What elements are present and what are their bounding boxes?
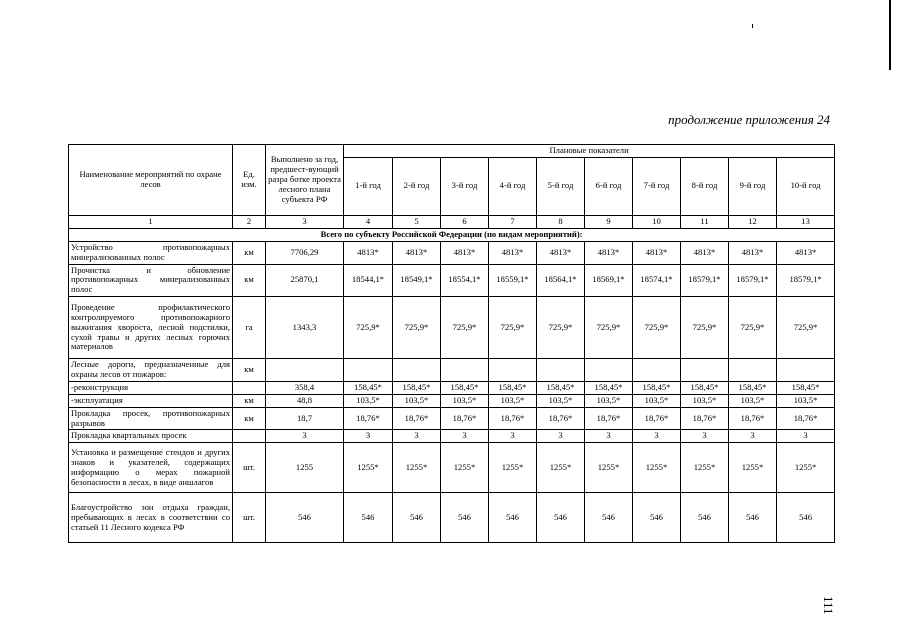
scan-edge-line xyxy=(889,0,891,70)
header-year: 6-й год xyxy=(585,157,633,215)
plan-value: 1255* xyxy=(585,443,633,493)
plan-value: 4813* xyxy=(729,241,777,264)
plan-value: 18,76* xyxy=(585,407,633,430)
measure-name: Проведение профилактического контролируемого противопожарного выжигания хвороста, лесной подстилки, сухой травы и других лесных горючих материалов xyxy=(69,297,233,359)
plan-value: 3 xyxy=(489,430,537,443)
plan-value: 1255* xyxy=(633,443,681,493)
plan-value: 725,9* xyxy=(489,297,537,359)
header-unit: Ед. изм. xyxy=(233,145,266,216)
plan-value: 158,45* xyxy=(393,381,441,394)
plan-value xyxy=(681,359,729,382)
plan-value: 546 xyxy=(489,493,537,543)
plan-value: 4813* xyxy=(777,241,835,264)
table-row xyxy=(69,407,835,430)
appendix-caption: продолжение приложения 24 xyxy=(668,112,830,127)
plan-value: 725,9* xyxy=(681,297,729,359)
plan-value: 4813* xyxy=(585,241,633,264)
plan-value: 103,5* xyxy=(441,394,489,407)
column-number: 4 xyxy=(344,215,393,228)
plan-value: 103,5* xyxy=(585,394,633,407)
plan-value: 725,9* xyxy=(441,297,489,359)
plan-value: 18,76* xyxy=(393,407,441,430)
plan-value xyxy=(537,359,585,382)
plan-value: 725,9* xyxy=(585,297,633,359)
measure-name: -реконструкция xyxy=(69,381,233,394)
scan-edge-tick xyxy=(752,24,753,28)
measure-name: Лесные дороги, предназначенные для охраны лесов от пожаров: xyxy=(69,359,233,382)
unit-cell: км xyxy=(233,394,266,407)
plan-value: 103,5* xyxy=(393,394,441,407)
plan-value: 18,76* xyxy=(777,407,835,430)
column-number: 11 xyxy=(681,215,729,228)
plan-value: 4813* xyxy=(681,241,729,264)
plan-value xyxy=(393,359,441,382)
plan-value: 103,5* xyxy=(681,394,729,407)
plan-value: 4813* xyxy=(489,241,537,264)
plan-value: 546 xyxy=(441,493,489,543)
header-year: 4-й год xyxy=(489,157,537,215)
unit-cell: км xyxy=(233,359,266,382)
column-number: 9 xyxy=(585,215,633,228)
plan-value: 18,76* xyxy=(537,407,585,430)
unit-cell xyxy=(233,430,266,443)
done-value: 1343,3 xyxy=(266,297,344,359)
measure-name: Прочистка и обновление противопожарных минерализованных полос xyxy=(69,264,233,297)
page-number: 111 xyxy=(821,596,836,615)
plan-value: 1255* xyxy=(681,443,729,493)
plan-value: 1255* xyxy=(729,443,777,493)
plan-value: 4813* xyxy=(393,241,441,264)
plan-value xyxy=(489,359,537,382)
plan-value: 3 xyxy=(585,430,633,443)
plan-value: 3 xyxy=(344,430,393,443)
measure-name: Прокладка квартальных просек xyxy=(69,430,233,443)
column-number: 10 xyxy=(633,215,681,228)
measure-name: Благоустройство зон отдыха граждан, пребывающих в лесах в соответствии со статьей 11 Лесного кодекса РФ xyxy=(69,493,233,543)
header-year: 10-й год xyxy=(777,157,835,215)
plan-value xyxy=(585,359,633,382)
done-value: 25870,1 xyxy=(266,264,344,297)
plan-value: 4813* xyxy=(537,241,585,264)
plan-value: 546 xyxy=(344,493,393,543)
plan-value: 158,45* xyxy=(537,381,585,394)
plan-value: 18,76* xyxy=(633,407,681,430)
unit-cell: км xyxy=(233,264,266,297)
plan-value: 4813* xyxy=(344,241,393,264)
column-number: 2 xyxy=(233,215,266,228)
plan-value: 18544,1* xyxy=(344,264,393,297)
plan-value: 1255* xyxy=(489,443,537,493)
plan-value xyxy=(633,359,681,382)
table-row xyxy=(69,359,835,382)
plan-value: 18,76* xyxy=(681,407,729,430)
done-value xyxy=(266,359,344,382)
plan-value: 103,5* xyxy=(633,394,681,407)
forest-protection-table xyxy=(68,144,835,543)
plan-value: 18,76* xyxy=(344,407,393,430)
done-value: 358,4 xyxy=(266,381,344,394)
column-number: 3 xyxy=(266,215,344,228)
header-year: 3-й год xyxy=(441,157,489,215)
plan-value: 158,45* xyxy=(681,381,729,394)
unit-cell: шт. xyxy=(233,493,266,543)
column-number: 13 xyxy=(777,215,835,228)
table-row xyxy=(69,430,835,443)
plan-value: 158,45* xyxy=(489,381,537,394)
column-number: 1 xyxy=(69,215,233,228)
plan-value: 103,5* xyxy=(344,394,393,407)
table-row xyxy=(69,264,835,297)
done-value: 3 xyxy=(266,430,344,443)
plan-value: 546 xyxy=(633,493,681,543)
plan-value: 4813* xyxy=(441,241,489,264)
plan-value: 18554,1* xyxy=(441,264,489,297)
plan-value: 18569,1* xyxy=(585,264,633,297)
plan-value: 3 xyxy=(681,430,729,443)
header-done: Выполнено за год, предшест-вующий разра ботке проекта лесного плана субъекта РФ xyxy=(266,145,344,216)
plan-value: 158,45* xyxy=(633,381,681,394)
plan-value xyxy=(729,359,777,382)
header-year: 9-й год xyxy=(729,157,777,215)
plan-value: 18,76* xyxy=(489,407,537,430)
header-year: 8-й год xyxy=(681,157,729,215)
plan-value: 103,5* xyxy=(537,394,585,407)
table-row xyxy=(69,297,835,359)
measure-name: Прокладка просек, противопожарных разрывов xyxy=(69,407,233,430)
plan-value: 18579,1* xyxy=(777,264,835,297)
plan-value: 725,9* xyxy=(537,297,585,359)
table-row xyxy=(69,493,835,543)
measure-name: Устройство противопожарных минерализованных полос xyxy=(69,241,233,264)
section-title: Всего по субъекту Российской Федерации (по видам мероприятий): xyxy=(69,228,835,241)
plan-value: 546 xyxy=(585,493,633,543)
plan-value: 103,5* xyxy=(777,394,835,407)
table-row xyxy=(69,394,835,407)
plan-value: 1255* xyxy=(441,443,489,493)
measure-name: -эксплуатация xyxy=(69,394,233,407)
done-value: 18,7 xyxy=(266,407,344,430)
header-name: Наименование мероприятий по охране лесов xyxy=(69,145,233,216)
plan-value: 158,45* xyxy=(441,381,489,394)
plan-value: 1255* xyxy=(344,443,393,493)
plan-value: 158,45* xyxy=(729,381,777,394)
plan-value: 18549,1* xyxy=(393,264,441,297)
plan-value: 3 xyxy=(777,430,835,443)
plan-value: 546 xyxy=(777,493,835,543)
plan-value: 3 xyxy=(393,430,441,443)
plan-value: 1255* xyxy=(537,443,585,493)
table-row xyxy=(69,381,835,394)
plan-value: 725,9* xyxy=(393,297,441,359)
column-number: 8 xyxy=(537,215,585,228)
plan-value: 4813* xyxy=(633,241,681,264)
done-value: 546 xyxy=(266,493,344,543)
plan-value: 18574,1* xyxy=(633,264,681,297)
plan-value: 725,9* xyxy=(729,297,777,359)
column-number: 12 xyxy=(729,215,777,228)
column-number: 6 xyxy=(441,215,489,228)
done-value: 7706,29 xyxy=(266,241,344,264)
unit-cell xyxy=(233,381,266,394)
unit-cell: км xyxy=(233,407,266,430)
plan-value: 725,9* xyxy=(777,297,835,359)
plan-value xyxy=(344,359,393,382)
plan-value xyxy=(441,359,489,382)
plan-value: 18559,1* xyxy=(489,264,537,297)
done-value: 1255 xyxy=(266,443,344,493)
plan-value: 725,9* xyxy=(344,297,393,359)
plan-value: 18579,1* xyxy=(729,264,777,297)
plan-value: 103,5* xyxy=(489,394,537,407)
plan-value: 18,76* xyxy=(441,407,489,430)
plan-value: 103,5* xyxy=(729,394,777,407)
plan-value: 725,9* xyxy=(633,297,681,359)
header-year: 5-й год xyxy=(537,157,585,215)
plan-value: 18579,1* xyxy=(681,264,729,297)
plan-value: 546 xyxy=(681,493,729,543)
plan-value: 546 xyxy=(537,493,585,543)
unit-cell: шт. xyxy=(233,443,266,493)
plan-value: 158,45* xyxy=(777,381,835,394)
table-row xyxy=(69,241,835,264)
plan-value: 546 xyxy=(729,493,777,543)
plan-value: 3 xyxy=(441,430,489,443)
table-row xyxy=(69,443,835,493)
header-planned: Плановые показатели xyxy=(344,145,835,158)
header-year: 2-й год xyxy=(393,157,441,215)
plan-value: 3 xyxy=(537,430,585,443)
header-year: 1-й год xyxy=(344,157,393,215)
column-number: 5 xyxy=(393,215,441,228)
plan-value: 158,45* xyxy=(585,381,633,394)
column-number: 7 xyxy=(489,215,537,228)
plan-value: 3 xyxy=(729,430,777,443)
plan-value: 546 xyxy=(393,493,441,543)
unit-cell: км xyxy=(233,241,266,264)
done-value: 48,8 xyxy=(266,394,344,407)
header-year: 7-й год xyxy=(633,157,681,215)
plan-value: 1255* xyxy=(393,443,441,493)
plan-value xyxy=(777,359,835,382)
plan-value: 1255* xyxy=(777,443,835,493)
plan-value: 3 xyxy=(633,430,681,443)
unit-cell: га xyxy=(233,297,266,359)
plan-value: 158,45* xyxy=(344,381,393,394)
plan-value: 18564,1* xyxy=(537,264,585,297)
plan-value: 18,76* xyxy=(729,407,777,430)
measure-name: Установка и размещение стендов и других знаков и указателей, содержащих информацию о мерах пожарной безопасности в лесах, в виде аншлагов xyxy=(69,443,233,493)
